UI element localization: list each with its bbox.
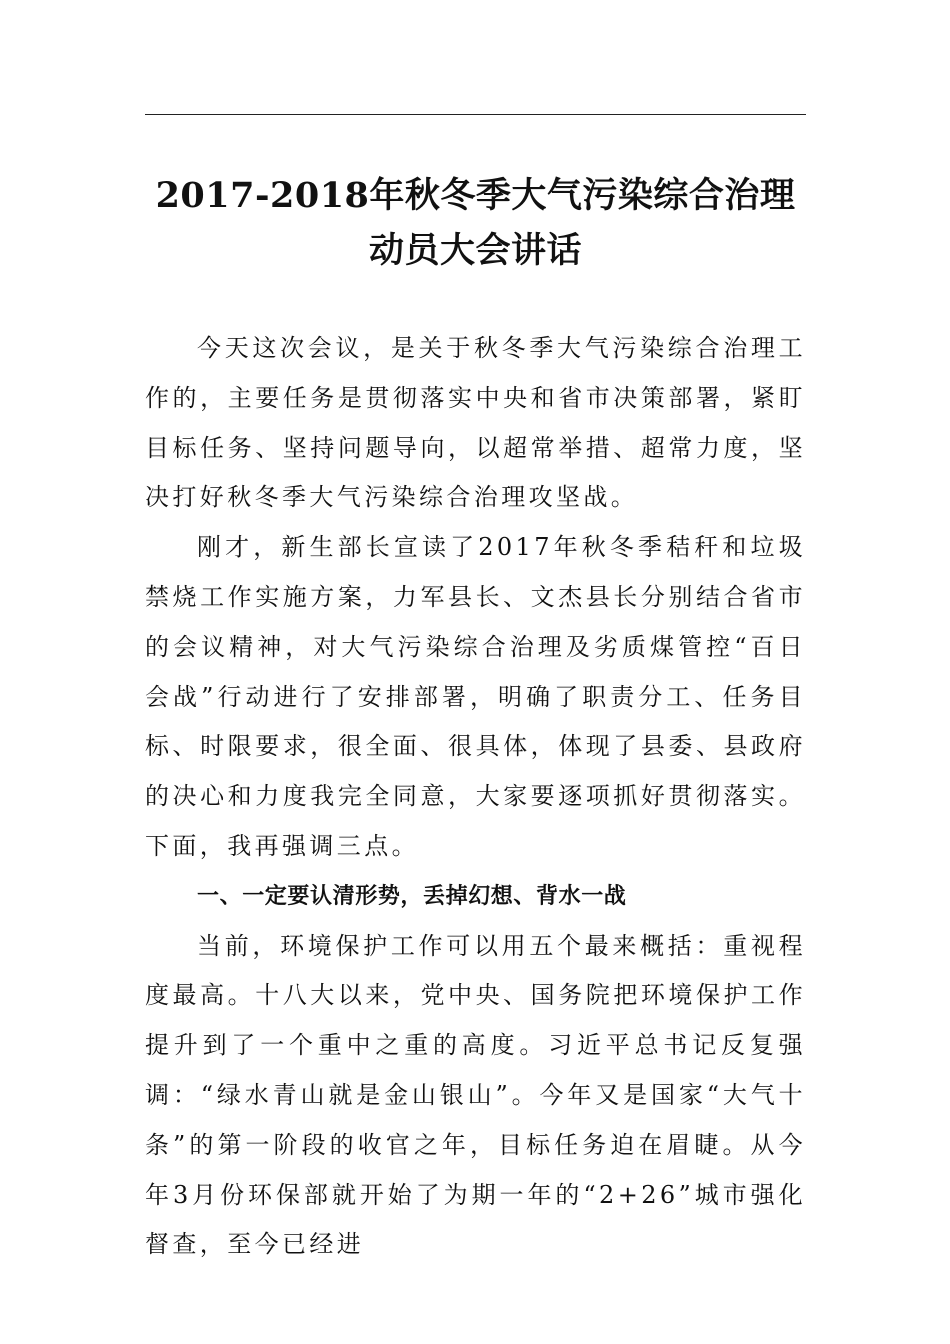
header-rule [145,114,806,115]
body-paragraph: 当前，环境保护工作可以用五个最来概括：重视程度最高。十八大以来，党中央、国务院把环境保护工作提升到了一个重中之重的高度。习近平总书记反复强调：“绿水青山就是金山银山”。今年又是国家“大气十条”的第一阶段的收官之年，目标任务迫在眉睫。从今年3月份环保部就开始了为期一年的“2+26”城市强化督查，至今已经进 [145,931,806,1259]
body-paragraph: 今天这次会议，是关于秋冬季大气污染综合治理工作的，主要任务是贯彻落实中央和省市决策部署，紧盯目标任务、坚持问题导向，以超常举措、超常力度，坚决打好秋冬季大气污染综合治理攻坚战。 [145,334,806,512]
document-body [145,324,806,1270]
section-heading: 一、一定要认清形势，丢掉幻想、背水一战 [197,883,627,909]
document-title: 2017-2018年秋冬季大气污染综合治理动员大会讲话 [155,175,796,271]
body-paragraph: 刚才，新生部长宣读了2017年秋冬季秸秆和垃圾禁烧工作实施方案，力军县长、文杰县长分别结合省市的会议精神，对大气污染综合治理及劣质煤管控“百日会战”行动进行了安排部署，明确了职责分工、任务目标、时限要求，很全面、很具体，体现了县委、县政府的决心和力度我完全同意，大家要逐项抓好贯彻落实。下面，我再强调三点。 [145,533,806,860]
